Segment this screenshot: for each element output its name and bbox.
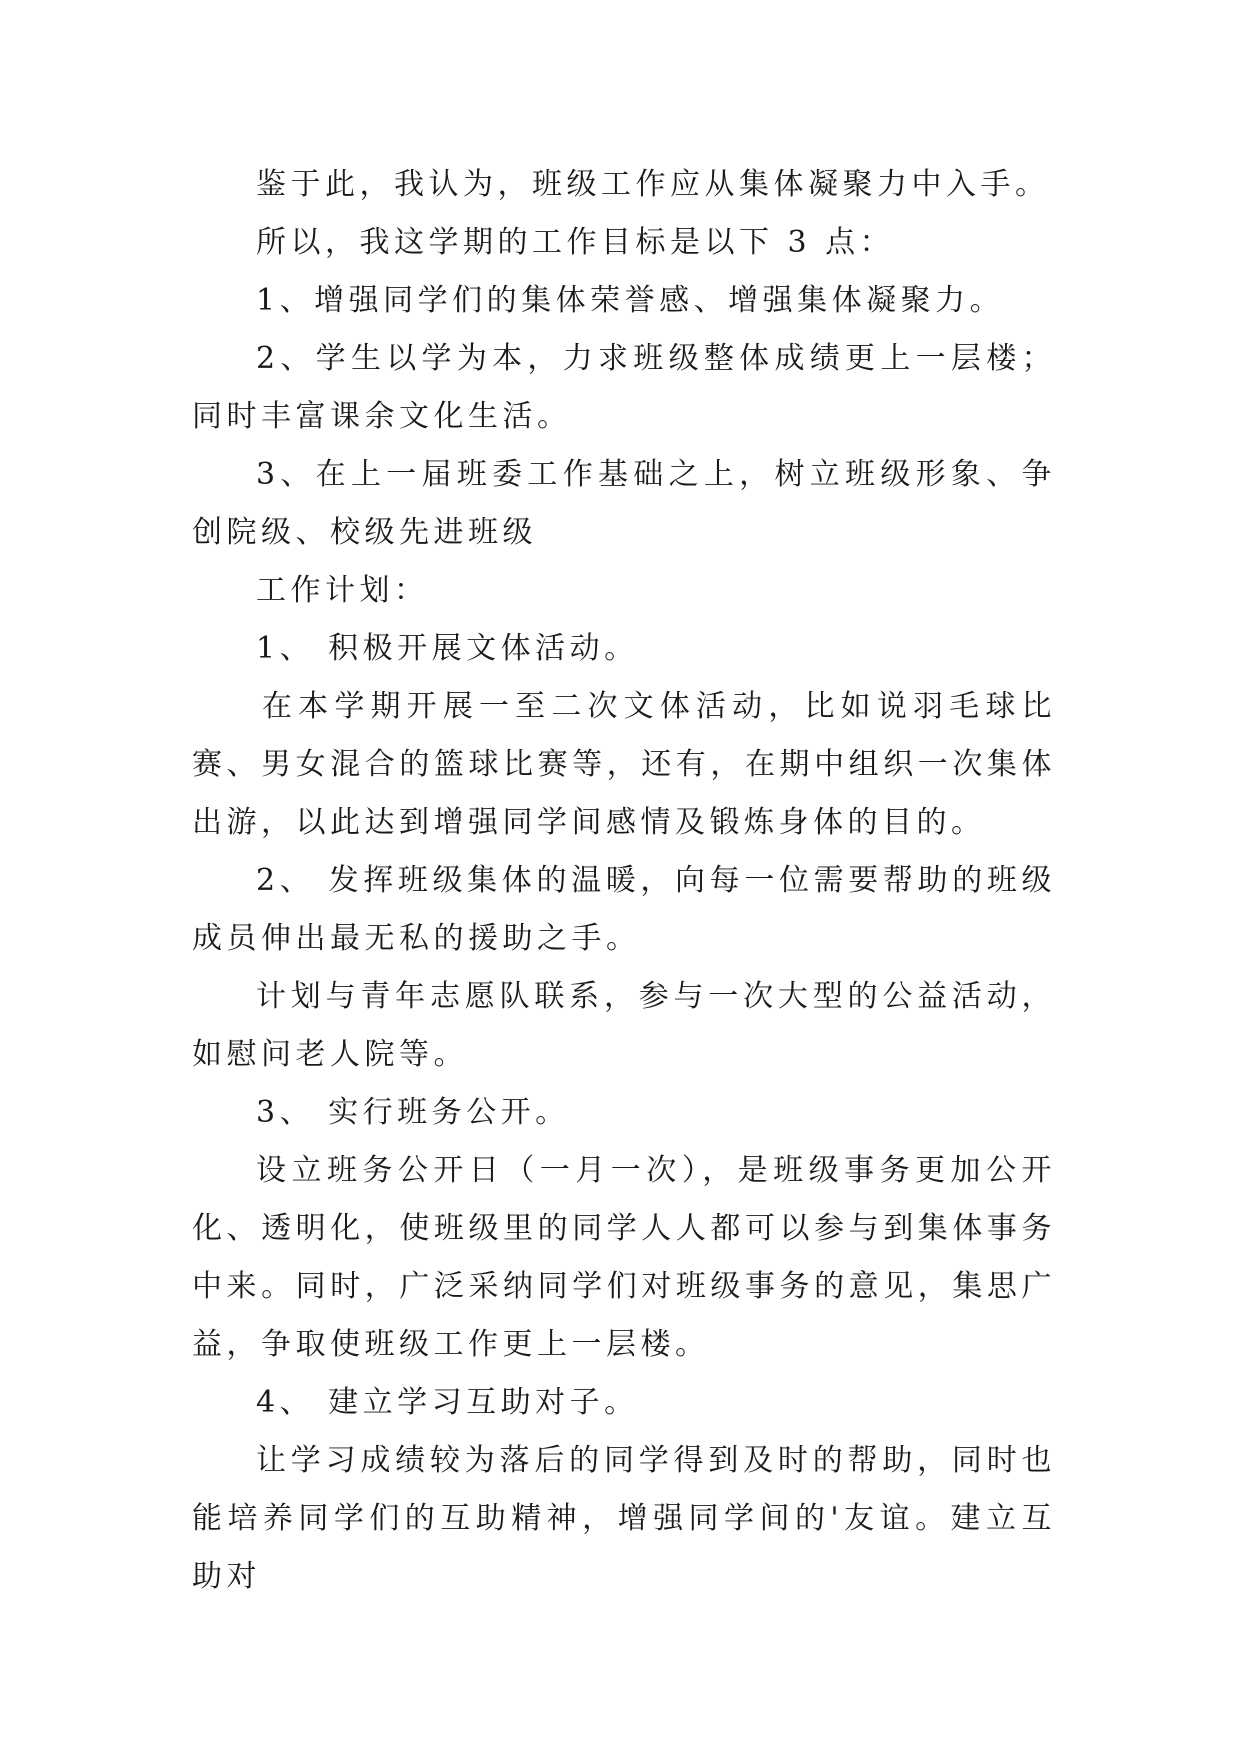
paragraph-plan-item-1: 1、 积极开展文体活动。 bbox=[256, 631, 639, 666]
paragraph-plan-item-3-detail: 设立班务公开日（一月一次），是班级事务更加公开化、透明化，使班级里的同学人人都可以参与到集体事务中来。同时，广泛采纳同学们对班级事务的意见，集思广益，争取使班级工作更上一层楼。 bbox=[192, 1153, 1056, 1362]
paragraph-plan-item-1-detail: 在本学期开展一至二次文体活动，比如说羽毛球比赛、男女混合的篮球比赛等，还有，在期中组织一次集体出游，以此达到增强同学间感情及锻炼身体的目的。 bbox=[192, 689, 1056, 840]
paragraph-plan-item-3: 3、 实行班务公开。 bbox=[256, 1095, 570, 1130]
paragraph-plan-item-4: 4、 建立学习互助对子。 bbox=[256, 1385, 639, 1420]
document-body bbox=[192, 156, 1056, 1606]
paragraph-plan-item-2-detail: 计划与青年志愿队联系，参与一次大型的公益活动，如慰问老人院等。 bbox=[192, 979, 1056, 1072]
paragraph-plan-item-2: 2、 发挥班级集体的温暖，向每一位需要帮助的班级成员伸出最无私的援助之手。 bbox=[192, 863, 1056, 956]
paragraph-goals-intro: 所以，我这学期的工作目标是以下 3 点： bbox=[256, 225, 895, 260]
paragraph-plan-item-4-detail: 让学习成绩较为落后的同学得到及时的帮助，同时也能培养同学们的互助精神，增强同学间的'友谊。建立互助对 bbox=[192, 1443, 1056, 1594]
paragraph-conclusion: 鉴于此，我认为，班级工作应从集体凝聚力中入手。 bbox=[256, 167, 1050, 202]
paragraph-goal-2: 2、学生以学为本，力求班级整体成绩更上一层楼；同时丰富课余文化生活。 bbox=[192, 341, 1056, 434]
paragraph-goal-1: 1、增强同学们的集体荣誉感、增强集体凝聚力。 bbox=[256, 283, 1005, 318]
paragraph-goal-3: 3、在上一届班委工作基础之上，树立班级形象、争创院级、校级先进班级 bbox=[192, 457, 1056, 550]
paragraph-plan-heading: 工作计划： bbox=[256, 573, 429, 608]
